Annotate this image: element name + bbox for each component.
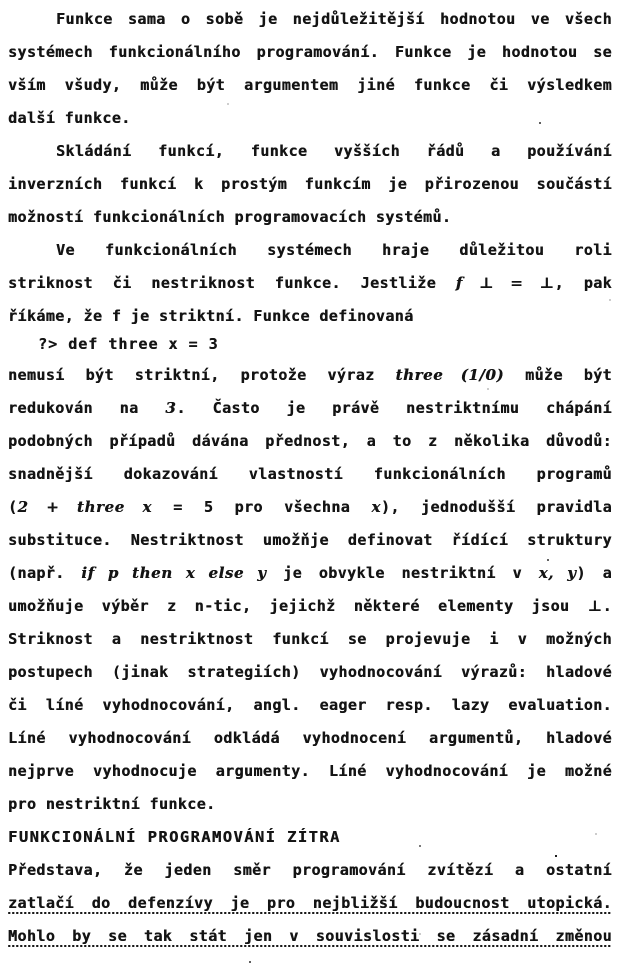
text-line [8, 201, 612, 234]
code-block [8, 333, 612, 359]
text-run: Představa, že jeden směr programování zvítězí a ostatní [8, 861, 612, 879]
text-line [8, 168, 612, 201]
text-line [8, 557, 612, 590]
text-run: ( [8, 498, 18, 516]
text-run: říkáme, že f je striktní. Funkce definovaná [8, 307, 414, 325]
text-run: ) a [576, 564, 612, 582]
text-line [8, 425, 612, 458]
text-run: umožňuje výběr z n-tic, jejichž některé elementy jsou [8, 597, 588, 615]
text-run: či líné vyhodnocování, angl. eager resp. lazy evaluation. [8, 696, 612, 714]
italic-run: 2 + three x [17, 498, 152, 516]
italic-run: three (1/0) [395, 366, 505, 384]
italic-run: x, y [538, 564, 577, 582]
text-line [8, 392, 612, 425]
text-line [8, 69, 612, 102]
text-line [8, 524, 612, 557]
text-line [8, 359, 612, 392]
text-line [8, 3, 612, 36]
document-text [8, 3, 612, 953]
italic-run: if p then x else y [81, 564, 267, 582]
text-line [8, 234, 612, 267]
text-line [8, 854, 612, 887]
text-run: další funkce. [8, 109, 131, 127]
text-line [8, 300, 612, 333]
text-run: nemusí být striktní, protože výraz [8, 366, 396, 384]
section-heading [8, 821, 612, 854]
text-run: nejprve vyhodnocuje argumenty. Líné vyhodnocování je možné [8, 762, 612, 780]
text-run: Líné vyhodnocování odkládá vyhodnocení argumentů, hladové [8, 729, 612, 747]
text-run: zatlačí do defenzívy je pro nejbližší budoucnost utopická. [8, 894, 612, 912]
text-run: podobných případů dávána přednost, a to z několika důvodů: [8, 432, 612, 450]
paragraph [8, 359, 612, 821]
text-run: může být [504, 366, 612, 384]
text-run: . [602, 597, 612, 615]
text-run: ?> def three x = 3 [38, 335, 219, 353]
text-run: redukován na [8, 399, 166, 417]
text-line [8, 458, 612, 491]
text-line [8, 333, 612, 359]
text-run: (např. [8, 564, 82, 582]
text-run: Funkce sama o sobě je nejdůležitější hodnotou ve všech [56, 10, 612, 28]
paragraph [8, 234, 612, 333]
text-run: Skládání funkcí, funkce vyšších řádů a používání [56, 142, 612, 160]
paragraph [8, 854, 612, 953]
text-run: = 5 pro všechna [151, 498, 372, 516]
heading-line [8, 821, 612, 854]
text-line [8, 920, 612, 953]
text-run: pro nestriktní funkce. [8, 795, 216, 813]
text-run: systémech funkcionálního programování. Funkce je hodnotou se [8, 43, 612, 61]
italic-run: f ⊥ = ⊥ [455, 274, 555, 292]
paragraph [8, 135, 612, 234]
text-run: je obvykle nestriktní v [266, 564, 539, 582]
text-line [8, 135, 612, 168]
text-line [8, 788, 612, 821]
text-run: , pak [554, 274, 613, 292]
text-line [8, 689, 612, 722]
text-run: možností funkcionálních programovacích systémů. [8, 208, 452, 226]
text-line [8, 267, 612, 300]
text-line [8, 36, 612, 69]
text-line [8, 623, 612, 656]
text-run: . Často je právě nestriktnímu chápání [176, 399, 612, 417]
text-line [8, 755, 612, 788]
text-run: snadnější dokazování vlastností funkcionálních programů [8, 465, 612, 483]
text-run: striknost či nestriknost funkce. Jestliže [8, 274, 456, 292]
text-run: postupech (jinak strategiích) vyhodnocování výrazů: hladové [8, 663, 612, 681]
italic-run: x [371, 498, 381, 516]
text-line [8, 102, 612, 135]
text-line [8, 491, 612, 524]
text-line [8, 722, 612, 755]
text-line [8, 887, 612, 920]
text-line [8, 656, 612, 689]
text-run: Striknost a nestriktnost funkcí se projevuje i v možných [8, 630, 612, 648]
text-run: vším všudy, může být argumentem jiné funkce či výsledkem [8, 76, 612, 94]
text-run: Mohlo by se tak stát jen v souvislosti se zásadní změnou [8, 927, 612, 945]
text-run: FUNKCIONÁLNÍ PROGRAMOVÁNÍ ZÍTRA [8, 828, 341, 846]
text-run: Ve funkcionálních systémech hraje důležitou roli [56, 241, 612, 259]
italic-run: ⊥ [587, 597, 603, 615]
text-run: inverzních funkcí k prostým funkcím je přirozenou součástí [8, 175, 612, 193]
italic-run: 3 [165, 399, 177, 417]
paragraph [8, 3, 612, 135]
text-line [8, 590, 612, 623]
text-run: ), jednodušší pravidla [380, 498, 612, 516]
text-run: substituce. Nestriktnost umožňje definovat řídící struktury [8, 531, 612, 549]
